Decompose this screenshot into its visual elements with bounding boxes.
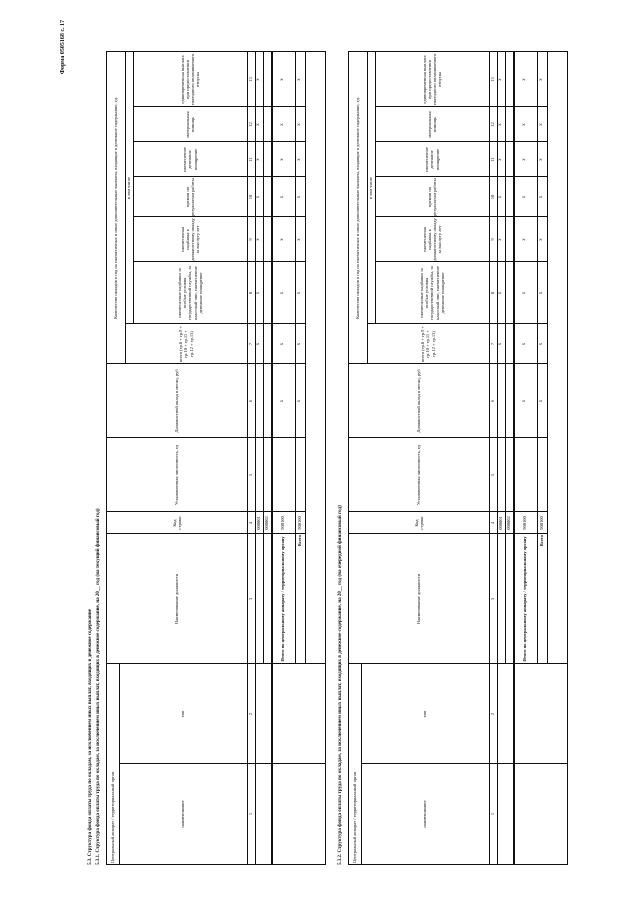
- cell-x: x: [256, 238, 262, 241]
- col-name-header: наименование: [422, 800, 428, 828]
- grid-line: [271, 52, 273, 864]
- cell-x: x: [522, 195, 528, 199]
- grid-line: [505, 52, 506, 664]
- col-code-header: Код строки: [171, 516, 182, 530]
- col-number: 8: [248, 291, 254, 295]
- cell-x: x: [498, 238, 504, 241]
- cell-x: x: [256, 342, 262, 346]
- subtotal-label: Итого по центральному аппарату / территориальному органу: [522, 536, 528, 662]
- cell-x: x: [280, 342, 286, 346]
- cell-x: x: [280, 195, 286, 199]
- grid-line: [119, 664, 120, 864]
- col-number: 1: [248, 812, 254, 816]
- total-code: 900100: [297, 516, 303, 530]
- subtotal-label: Итого по центральному аппарату / территориальному органу: [280, 536, 286, 662]
- row-code: 000002: [264, 516, 270, 530]
- grid-line: [247, 52, 248, 864]
- col-code-header: Код строки: [413, 516, 424, 530]
- section-5-3-2-title: 5.3.2. Структура фонда оплаты труда по окладам, за исключением иных выплат, входящих в денежное содержание, на 20__ год (на очередной финансовый год): [338, 505, 343, 865]
- form-number: Форма 0505168 с. 17: [60, 20, 66, 75]
- col-number: 7: [490, 342, 496, 346]
- cell-x: x: [280, 238, 286, 241]
- col-number: 6: [248, 399, 254, 403]
- grid-line: [375, 141, 547, 142]
- col-number: 1: [490, 812, 496, 816]
- cell-x: x: [280, 78, 286, 81]
- grid-line: [107, 533, 305, 534]
- cell-x: x: [256, 195, 262, 199]
- cell-x: x: [539, 342, 545, 346]
- cell-x: x: [280, 291, 286, 295]
- col-c8-header: ежемесячные надбавки за особые условия государственной службы, за классный чин, ежемесячное денежное поощрение: [419, 265, 445, 321]
- cell-x: x: [297, 195, 303, 199]
- col-name-header: наименование: [180, 800, 186, 828]
- col-c12-header: материальная помощь: [184, 111, 195, 138]
- col-c12-header: материальная помощь: [426, 111, 437, 138]
- incl-header: в том числе: [368, 176, 374, 200]
- cell-x: x: [498, 195, 504, 199]
- grid-line: [255, 52, 256, 864]
- col-type-header: тип: [180, 710, 186, 718]
- col-number: 12: [490, 122, 496, 127]
- grid-line: [361, 664, 362, 864]
- grid-line: [349, 533, 547, 534]
- col-number: 4: [490, 521, 496, 525]
- col-number: 5: [490, 473, 496, 477]
- cell-x: x: [280, 158, 286, 161]
- cell-x: x: [297, 123, 303, 126]
- grid-line: [367, 323, 547, 324]
- col-c9-header: ежемесячная надбавка к должностному окладу за выслугу лет: [421, 218, 443, 261]
- col-number: 4: [248, 521, 254, 525]
- col-number: 9: [248, 238, 254, 241]
- col-total-header: всего (гр.8 + гр.9 + гр.10 + гр.11 + гр.12 + гр.13): [178, 325, 194, 363]
- row-code: 000002: [506, 516, 512, 530]
- cell-x: x: [498, 78, 504, 81]
- col-c8-header: ежемесячные надбавки за особые условия государственной службы, за классный чин, ежемесячное денежное поощрение: [177, 265, 203, 321]
- cell-x: x: [539, 123, 545, 126]
- grid-line: [537, 52, 538, 664]
- col-c13-header: единовременная выплата при предоставлении ежегодного оплачиваемого отпуска: [421, 53, 443, 106]
- grid-line: [375, 52, 376, 324]
- col-number: 2: [248, 712, 254, 716]
- col-c11-header: ежемесячное денежное поощрение: [182, 146, 198, 173]
- cell-x: x: [522, 78, 528, 81]
- grid-line: [367, 52, 368, 364]
- col-c10-header: премии по результатам работы: [426, 178, 437, 216]
- cell-x: x: [522, 291, 528, 295]
- cell-x: x: [256, 158, 262, 161]
- grid-line: [133, 261, 305, 262]
- col-number: 7: [248, 342, 254, 346]
- grid-line: [375, 216, 547, 217]
- total-label: Всего: [539, 535, 545, 547]
- cell-x: x: [280, 123, 286, 126]
- col-salary-header: Должностной оклад в месяц, руб: [416, 369, 422, 433]
- col-number: 11: [248, 157, 254, 162]
- cell-x: x: [522, 342, 528, 346]
- grid-line: [305, 52, 306, 664]
- grid-line: [349, 511, 547, 512]
- col-number: 9: [490, 238, 496, 241]
- cell-x: x: [522, 238, 528, 241]
- grid-line: [375, 261, 547, 262]
- col-number: 12: [248, 122, 254, 127]
- col-c13-header: единовременная выплата при предоставлении ежегодного оплачиваемого отпуска: [179, 53, 201, 106]
- col-headcount-header: Установленная численность, ед: [416, 444, 422, 506]
- total-code: 900100: [539, 516, 545, 530]
- col-headcount-header: Установленная численность, ед: [174, 444, 180, 506]
- col-number: 13: [490, 77, 496, 82]
- col-number: 6: [490, 399, 496, 403]
- cell-x: x: [522, 123, 528, 126]
- grid-line: [133, 141, 305, 142]
- cell-x: x: [539, 78, 545, 81]
- col-number: 13: [248, 77, 254, 82]
- col-number: 3: [248, 597, 254, 601]
- org-group-header: Центральный аппарат / территориальный орган: [110, 771, 116, 863]
- cell-x: x: [539, 195, 545, 199]
- col-number: 8: [490, 291, 496, 295]
- cell-x: x: [539, 158, 545, 161]
- col-c10-header: премии по результатам работы: [184, 178, 195, 216]
- table-5-3-2: [348, 51, 568, 865]
- cell-x: x: [498, 291, 504, 295]
- cell-x: x: [297, 291, 303, 295]
- grid-line: [547, 52, 548, 664]
- row-code: 000001: [498, 516, 504, 530]
- col-number: 2: [490, 712, 496, 716]
- cell-x: x: [498, 123, 504, 126]
- cell-x: x: [539, 399, 545, 403]
- cell-x: x: [280, 399, 286, 403]
- col-number: 3: [490, 597, 496, 601]
- col-salary-header: Должностной оклад в месяц, руб: [174, 369, 180, 433]
- row-code: 000001: [256, 516, 262, 530]
- cell-x: x: [297, 399, 303, 403]
- cell-x: x: [522, 158, 528, 161]
- col-number: 10: [248, 194, 254, 200]
- grid-line: [263, 52, 264, 664]
- grid-line: [107, 663, 325, 664]
- cell-x: x: [256, 123, 262, 126]
- grid-line: [107, 363, 305, 364]
- col-number: 5: [248, 473, 254, 477]
- grid-line: [133, 176, 305, 177]
- col-c11-header: ежемесячное денежное поощрение: [424, 146, 440, 173]
- subtotal-code: 900100: [280, 516, 286, 530]
- col-number: 10: [490, 194, 496, 200]
- cell-x: x: [256, 291, 262, 295]
- subtotal-code: 900100: [522, 516, 528, 530]
- org-group-header: Центральный аппарат / территориальный орган: [352, 771, 358, 863]
- col-total-header: всего (гр.8 + гр.9 + гр.10 + гр.11 + гр.12 + гр.13): [420, 325, 436, 363]
- table-5-3-1: [106, 51, 326, 865]
- grid-line: [119, 763, 325, 764]
- grid-line: [349, 363, 547, 364]
- qty-group-header: Количество окладов в год на ежемесячные и иные дополнительные выплаты, входящие в денежное содержание, ед.: [355, 97, 361, 320]
- grid-line: [375, 176, 547, 177]
- col-position-header: Наименование должности: [416, 573, 422, 625]
- cell-x: x: [498, 158, 504, 161]
- cell-x: x: [256, 78, 262, 81]
- grid-line: [133, 106, 305, 107]
- cell-x: x: [297, 78, 303, 81]
- col-position-header: Наименование должности: [174, 573, 180, 625]
- grid-line: [349, 663, 567, 664]
- cell-x: x: [297, 342, 303, 346]
- qty-group-header: Количество окладов в год на ежемесячные и иные дополнительные выплаты, входящие в денежное содержание, ед.: [113, 97, 119, 320]
- grid-line: [375, 106, 547, 107]
- incl-header: в том числе: [126, 176, 132, 200]
- grid-line: [107, 437, 305, 438]
- col-type-header: тип: [422, 710, 428, 718]
- grid-line: [349, 437, 547, 438]
- grid-line: [125, 323, 305, 324]
- section-5-3-title: 5.3. Структура фонда оплаты труда по окладам, за исключением иных выплат, входящих в денежное содержание: [88, 608, 93, 865]
- col-c9-header: ежемесячная надбавка к должностному окладу за выслугу лет: [179, 218, 201, 261]
- grid-line: [497, 52, 498, 864]
- grid-line: [513, 52, 515, 864]
- grid-line: [125, 52, 126, 364]
- grid-line: [133, 52, 134, 324]
- cell-x: x: [539, 238, 545, 241]
- total-label: Всего: [297, 535, 303, 547]
- grid-line: [107, 511, 305, 512]
- col-number: 11: [490, 157, 496, 162]
- cell-x: x: [522, 399, 528, 403]
- grid-line: [133, 216, 305, 217]
- grid-line: [295, 52, 296, 664]
- grid-line: [361, 763, 567, 764]
- section-5-3-1-title: 5.3.1. Структура фонда оплаты труда по окладам, за исключением иных выплат, входящих в денежное содержание, на 20__ год (на текущий финансовый год): [96, 508, 101, 865]
- grid-line: [489, 52, 490, 864]
- cell-x: x: [498, 342, 504, 346]
- cell-x: x: [297, 238, 303, 241]
- cell-x: x: [297, 158, 303, 161]
- cell-x: x: [539, 291, 545, 295]
